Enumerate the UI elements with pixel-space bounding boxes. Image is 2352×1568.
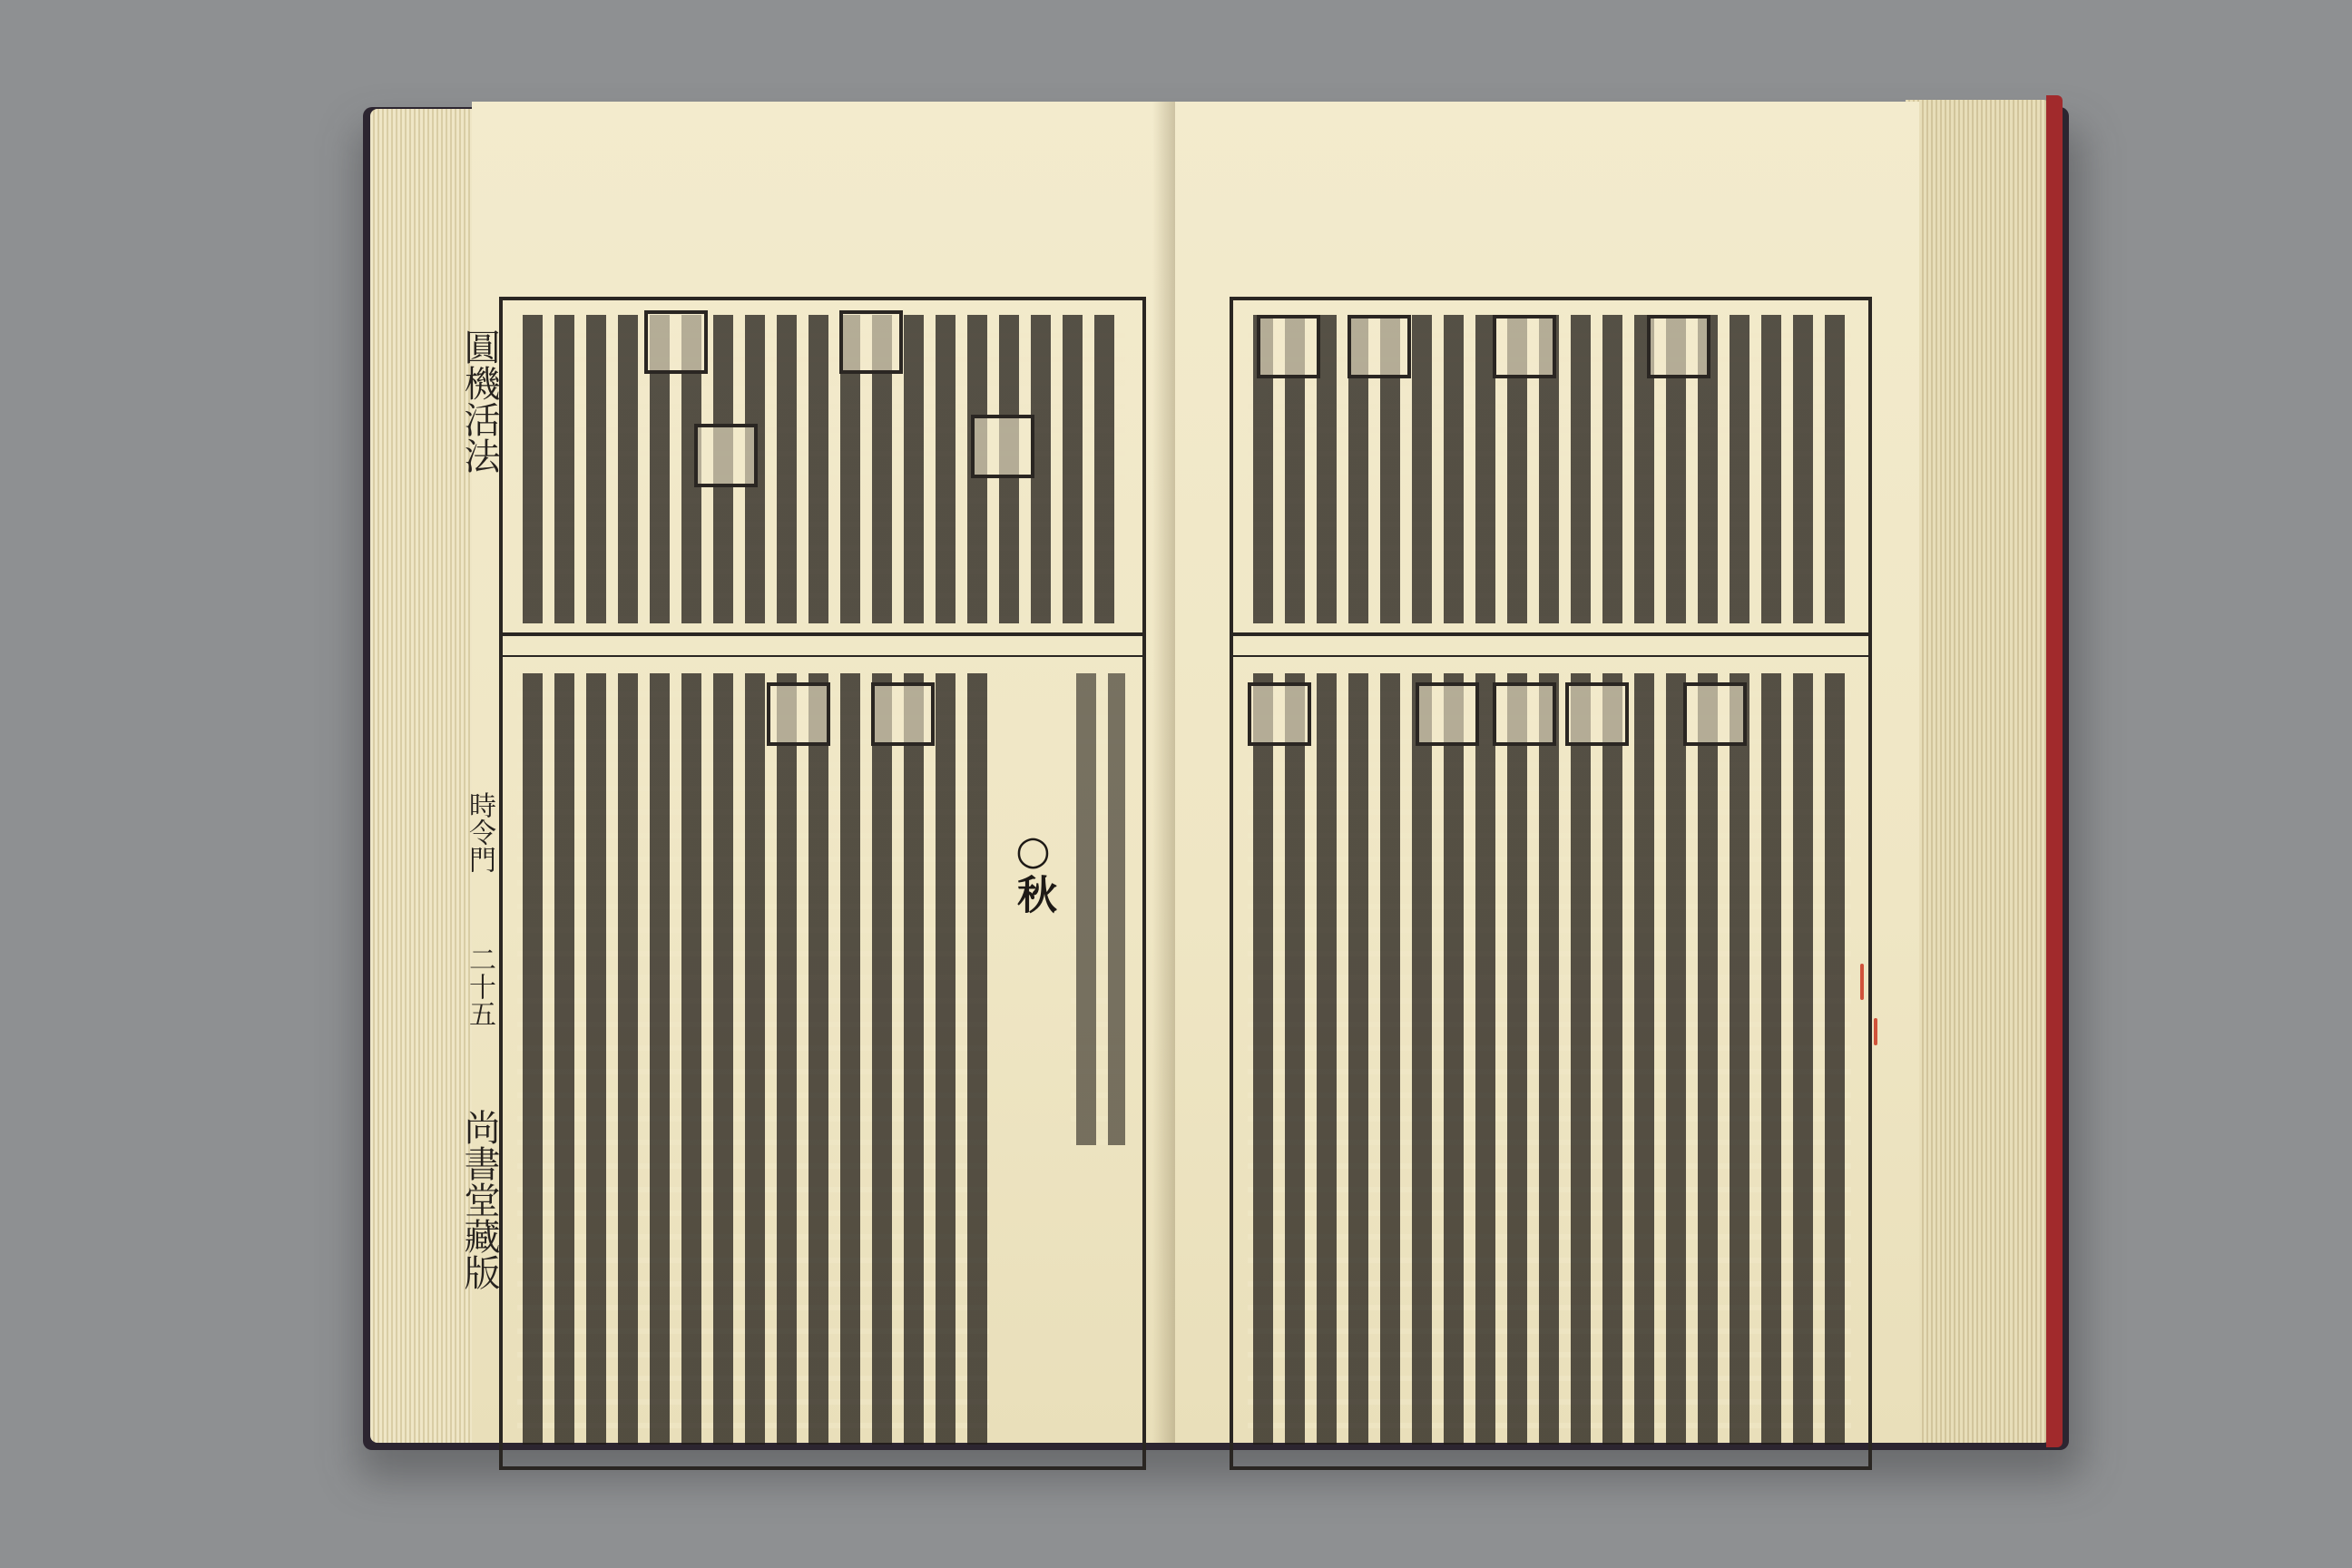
- boxed-heading-r7: [1493, 682, 1556, 746]
- margin-section: 時令門: [464, 791, 495, 873]
- red-cover-edge: [2046, 95, 2063, 1447]
- header-note: [1071, 673, 1125, 1145]
- left-page-divider-thin: [499, 655, 1142, 657]
- boxed-heading-5: [871, 682, 935, 746]
- boxed-heading-r8: [1416, 682, 1479, 746]
- boxed-heading-2: [839, 310, 903, 374]
- lower-text-block: [517, 673, 989, 1445]
- boxed-heading-r4: [1348, 315, 1411, 378]
- boxed-heading-r9: [1248, 682, 1311, 746]
- left-page: [458, 102, 1175, 1443]
- right-page-stack: [1906, 100, 2051, 1443]
- red-annotation-mark: [1860, 964, 1864, 1000]
- boxed-heading-4: [971, 415, 1034, 478]
- boxed-heading-r5: [1683, 682, 1747, 746]
- boxed-heading-r3: [1257, 315, 1320, 378]
- right-page: [1175, 102, 1919, 1443]
- margin-title: 圓機活法: [458, 328, 500, 474]
- right-page-divider: [1230, 632, 1868, 636]
- boxed-heading-r2: [1493, 315, 1556, 378]
- left-page-divider: [499, 632, 1142, 636]
- red-annotation-mark: [1874, 1018, 1877, 1045]
- boxed-heading-1: [644, 310, 708, 374]
- boxed-heading-3: [694, 424, 758, 487]
- boxed-heading-6: [767, 682, 830, 746]
- section-title: ○秋: [1010, 828, 1056, 914]
- right-page-divider-thin: [1230, 655, 1868, 657]
- boxed-heading-r6: [1565, 682, 1629, 746]
- publisher: 尚書堂藏版: [458, 1109, 500, 1290]
- lower-text-block-right: [1248, 673, 1851, 1445]
- boxed-heading-r1: [1647, 315, 1710, 378]
- page-number: 二十五: [464, 946, 495, 1027]
